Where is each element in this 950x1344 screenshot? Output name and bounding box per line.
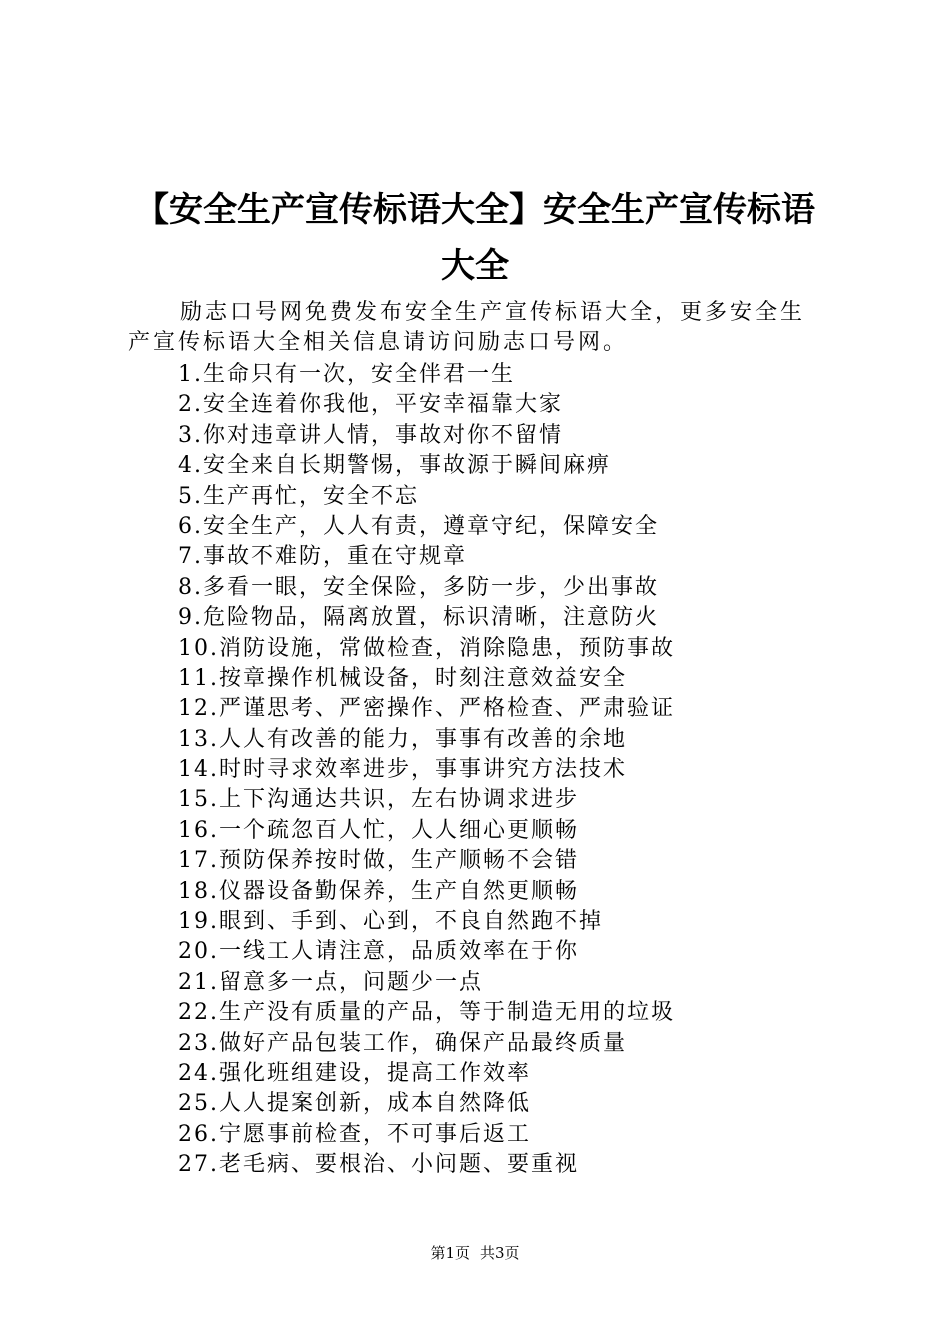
slogan-item: 22.生产没有质量的产品，等于制造无用的垃圾 — [178, 1000, 675, 1026]
slogan-item: 27.老毛病、要根治、小问题、要重视 — [178, 1152, 579, 1178]
slogan-item: 19.眼到、手到、心到，不良自然跑不掉 — [178, 909, 603, 935]
slogan-item: 4.安全来自长期警惕，事故源于瞬间麻痹 — [178, 453, 611, 479]
slogan-item: 13.人人有改善的能力，事事有改善的余地 — [178, 726, 627, 752]
slogan-item: 7.事故不难防，重在守规章 — [178, 544, 467, 570]
slogan-item: 1.生命只有一次，安全伴君一生 — [178, 362, 515, 387]
slogan-item: 15.上下沟通达共识，左右协调求进步 — [178, 787, 579, 813]
slogan-item: 17.预防保养按时做，生产顺畅不会错 — [178, 848, 579, 874]
page-total: 共3页 — [480, 1244, 520, 1262]
slogan-item: 14.时时寻求效率进步，事事讲究方法技术 — [178, 757, 627, 783]
slogan-item: 23.做好产品包装工作，确保产品最终质量 — [178, 1030, 627, 1056]
slogan-item: 8.多看一眼，安全保险，多防一步，少出事故 — [178, 574, 659, 600]
slogan-item: 3.你对违章讲人情，事故对你不留情 — [178, 422, 563, 448]
slogan-item: 11.按章操作机械设备，时刻注意效益安全 — [178, 665, 627, 691]
slogan-item: 2.安全连着你我他，平安幸福靠大家 — [178, 392, 563, 418]
slogan-item: 5.生产再忙，安全不忘 — [178, 483, 419, 509]
slogan-item: 18.仪器设备勤保养，生产自然更顺畅 — [178, 878, 579, 904]
intro-paragraph: 励志口号网免费发布安全生产宣传标语大全，更多安全生产宣传标语大全相关信息请访问励志口号网。 — [128, 300, 806, 355]
slogan-list — [178, 360, 818, 1181]
page-footer — [0, 1243, 950, 1263]
slogan-item: 20.一线工人请注意，品质效率在于你 — [178, 939, 579, 965]
slogan-item: 10.消防设施，常做检查，消除隐患，预防事故 — [178, 635, 675, 661]
document-title: 【安全生产宣传标语大全】安全生产宣传标语大全 — [135, 190, 815, 286]
slogan-item: 9.危险物品，隔离放置，标识清晰，注意防火 — [178, 605, 659, 631]
slogan-item: 25.人人提案创新，成本自然降低 — [178, 1091, 531, 1117]
page-number: 第1页 — [430, 1244, 470, 1262]
slogan-item: 12.严谨思考、严密操作、严格检查、严肃验证 — [178, 696, 675, 722]
slogan-item: 21.留意多一点，问题少一点 — [178, 969, 483, 995]
slogan-item: 6.安全生产，人人有责，遵章守纪，保障安全 — [178, 513, 659, 539]
slogan-item: 24.强化班组建设，提高工作效率 — [178, 1060, 531, 1086]
slogan-item: 26.宁愿事前检查，不可事后返工 — [178, 1121, 531, 1147]
slogan-item: 16.一个疏忽百人忙，人人细心更顺畅 — [178, 817, 579, 843]
